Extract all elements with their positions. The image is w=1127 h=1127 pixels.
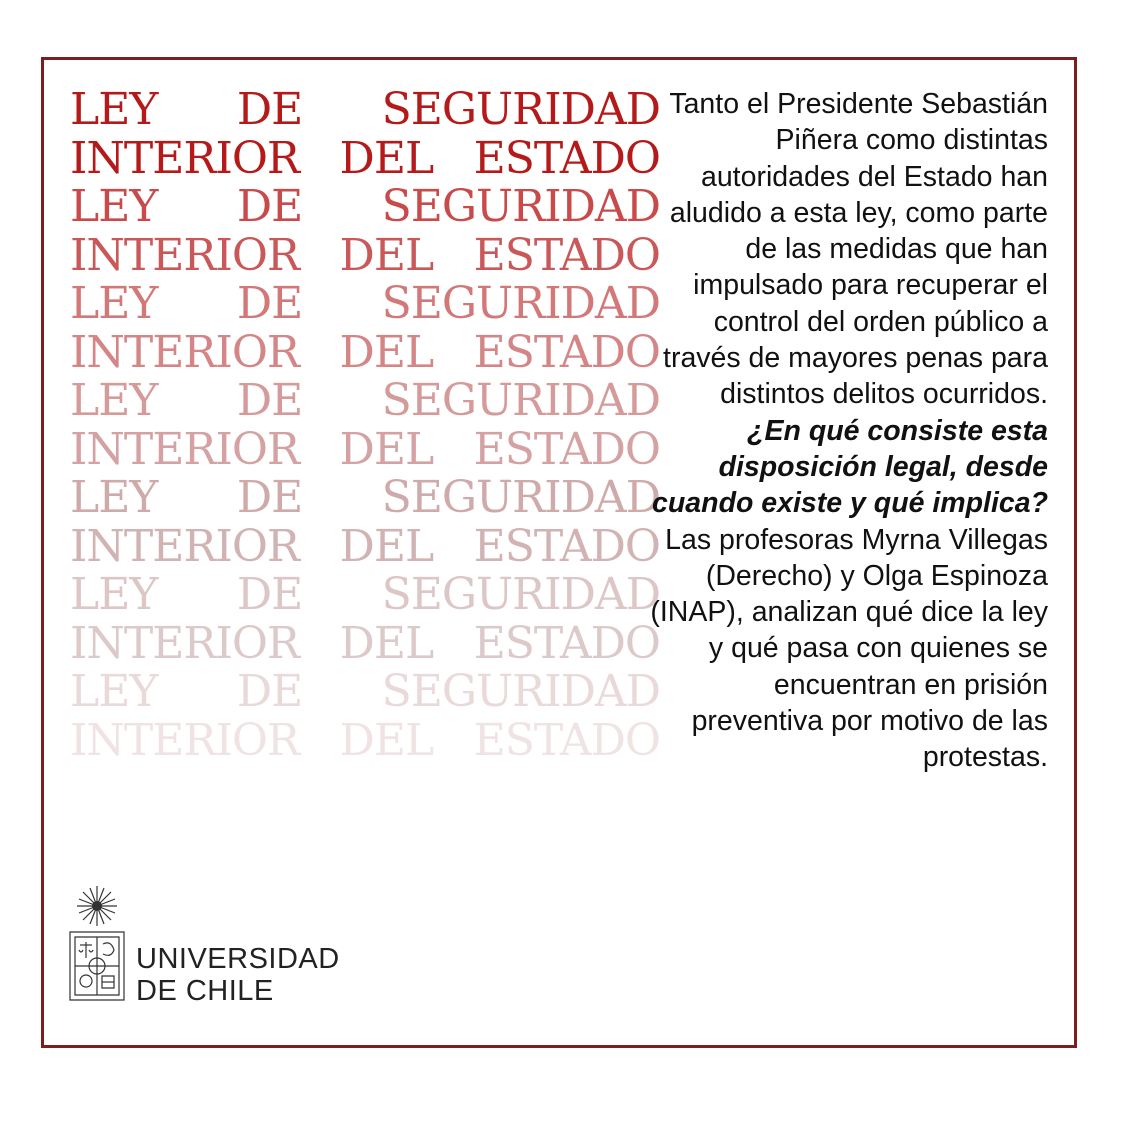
title-line xyxy=(70,229,660,281)
title-word: ESTADO xyxy=(473,714,660,766)
title-word: ESTADO xyxy=(473,132,660,184)
title-word: DEL xyxy=(339,229,434,281)
title-word: INTERIOR xyxy=(70,520,300,572)
title-word: SEGURIDAD xyxy=(381,666,660,717)
title-word: DEL xyxy=(339,326,434,378)
title-word: INTERIOR xyxy=(70,326,300,378)
title-word: DE xyxy=(236,666,303,717)
title-word: ESTADO xyxy=(473,423,660,475)
title-word: SEGURIDAD xyxy=(381,472,660,523)
title-line xyxy=(70,617,660,669)
logo-line-2: DE CHILE xyxy=(136,975,274,1007)
title-line xyxy=(70,86,660,135)
title-word: ESTADO xyxy=(473,617,660,669)
title-word: LEY xyxy=(70,278,158,329)
title-word: ESTADO xyxy=(473,326,660,378)
title-word: INTERIOR xyxy=(70,617,300,669)
title-word: SEGURIDAD xyxy=(381,278,660,329)
title-word: SEGURIDAD xyxy=(381,181,660,232)
title-line xyxy=(70,377,660,426)
title-word: INTERIOR xyxy=(70,714,300,766)
title-line xyxy=(70,520,660,572)
title-word: LEY xyxy=(70,84,158,135)
title-word: LEY xyxy=(70,181,158,232)
university-wordmark xyxy=(136,943,340,1007)
title-word: DE xyxy=(236,569,303,620)
title-line xyxy=(70,571,660,620)
title-word: DE xyxy=(236,278,303,329)
title-word: INTERIOR xyxy=(70,423,300,475)
title-word: DEL xyxy=(339,423,434,475)
title-word: LEY xyxy=(70,666,158,717)
title-word: DE xyxy=(236,84,303,135)
title-line xyxy=(70,183,660,232)
title-word: DEL xyxy=(339,617,434,669)
title-word: INTERIOR xyxy=(70,229,300,281)
question-paragraph: ¿En qué consiste esta disposición legal, desde cuando existe y qué implica? xyxy=(652,414,1048,520)
title-word: DE xyxy=(236,472,303,523)
title-line xyxy=(70,326,660,378)
intro-paragraph: Tanto el Presidente Sebastián Piñera como distintas autoridades del Estado han aludido a esta ley, como parte de las medidas que han impulsado para recuperar el control del orden público a través de mayores penas para distintos delitos ocurridos. xyxy=(663,88,1048,411)
title-word: DEL xyxy=(339,520,434,572)
title-word: SEGURIDAD xyxy=(381,375,660,426)
logo-line-1: UNIVERSIDAD xyxy=(136,943,340,975)
body-text xyxy=(650,86,1048,776)
title-word: DEL xyxy=(339,132,434,184)
title-repeat-stack xyxy=(70,86,660,765)
title-line xyxy=(70,474,660,523)
title-line xyxy=(70,714,660,766)
title-word: ESTADO xyxy=(473,520,660,572)
title-word: SEGURIDAD xyxy=(381,84,660,135)
title-line xyxy=(70,280,660,329)
title-line xyxy=(70,132,660,184)
title-line xyxy=(70,668,660,717)
title-word: ESTADO xyxy=(473,229,660,281)
title-word: INTERIOR xyxy=(70,132,300,184)
title-word: LEY xyxy=(70,375,158,426)
title-word: DEL xyxy=(339,714,434,766)
closing-paragraph: Las profesoras Myrna Villegas (Derecho) y Olga Espinoza (INAP), analizan qué dice la ley y qué pasa con quienes se encuentran en prisión preventiva por motivo de las protestas. xyxy=(650,523,1048,774)
title-word: LEY xyxy=(70,472,158,523)
title-line xyxy=(70,423,660,475)
title-word: DE xyxy=(236,375,303,426)
title-word: DE xyxy=(236,181,303,232)
title-word: SEGURIDAD xyxy=(381,569,660,620)
title-word: LEY xyxy=(70,569,158,620)
